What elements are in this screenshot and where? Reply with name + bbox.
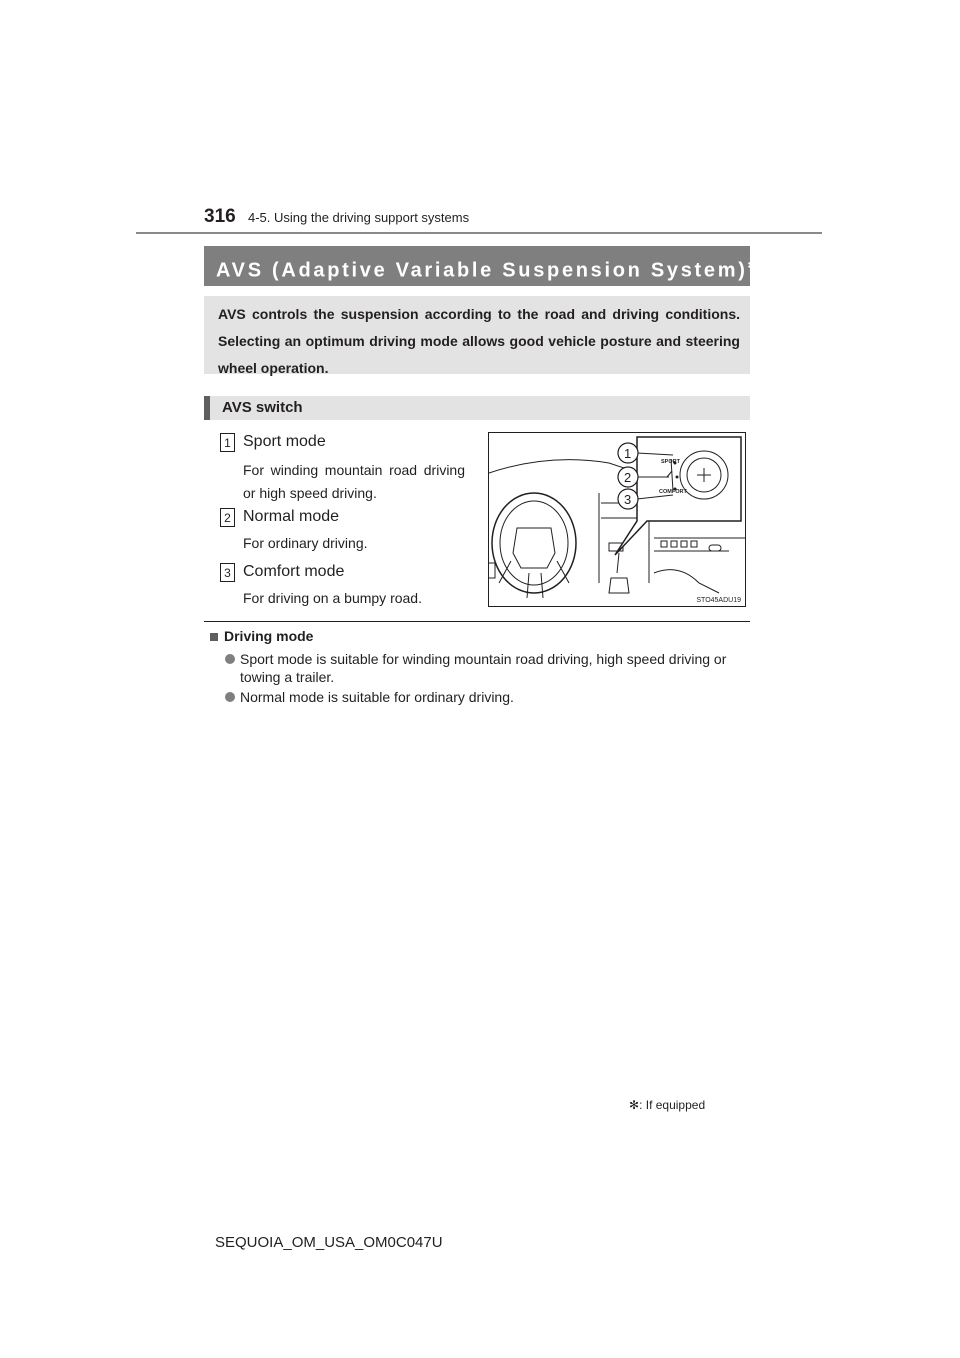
mode-number-2: 2 xyxy=(220,508,235,527)
mode-name-normal: Normal mode xyxy=(243,508,340,525)
bullet-text-normal: Normal mode is suitable for ordinary driving. xyxy=(240,689,514,705)
driving-mode-title: Driving mode xyxy=(224,628,314,644)
callout-1: 1 xyxy=(624,446,632,461)
footnote-text: : If equipped xyxy=(639,1098,706,1112)
footnote xyxy=(629,1098,705,1112)
switch-label-comfort: COMFORT xyxy=(659,489,687,495)
avs-switch-heading: AVS switch xyxy=(204,396,750,420)
bullet-circle-icon xyxy=(225,654,235,664)
equipped-mark: ✻ xyxy=(747,260,757,272)
square-marker-icon xyxy=(210,633,218,641)
section-path: 4-5. Using the driving support systems xyxy=(248,210,470,225)
mode-number-3: 3 xyxy=(220,563,235,582)
mode-name-sport: Sport mode xyxy=(243,433,326,450)
dashboard-drawing xyxy=(489,433,745,606)
callout-3: 3 xyxy=(624,492,632,507)
mode-name-comfort: Comfort mode xyxy=(243,563,345,580)
section-divider xyxy=(204,621,750,622)
mode-desc-normal: For ordinary driving. xyxy=(243,535,368,551)
section-title: AVS (Adaptive Variable Suspension System) xyxy=(216,259,748,282)
switch-label-sport: SPORT xyxy=(661,459,680,465)
mode-desc-sport: For winding mountain road driving or high speed driving. xyxy=(243,462,465,501)
footnote-mark: ✻ xyxy=(629,1098,640,1112)
bullet-circle-icon xyxy=(225,692,235,702)
mode-desc-comfort: For driving on a bumpy road. xyxy=(243,590,422,606)
section-title-bar xyxy=(204,246,757,286)
steering-wheel-icon xyxy=(492,493,576,593)
dashboard-illustration xyxy=(488,432,746,607)
driving-mode-heading xyxy=(210,628,313,644)
bullet-text-sport: Sport mode is suitable for winding mountain road driving, high speed driving or towing a trailer. xyxy=(240,651,727,685)
page-number: 316 xyxy=(204,206,236,227)
intro-box: AVS controls the suspension according to the road and driving conditions. Selecting an optimum driving mode allows good vehicle posture and steering wheel operation. xyxy=(204,296,750,374)
header-rule xyxy=(136,232,822,234)
mode-number-1: 1 xyxy=(220,433,235,452)
callout-2: 2 xyxy=(624,470,632,485)
document-code: SEQUOIA_OM_USA_OM0C047U xyxy=(215,1234,443,1251)
figure-code: STO45ADU19 xyxy=(696,597,741,604)
